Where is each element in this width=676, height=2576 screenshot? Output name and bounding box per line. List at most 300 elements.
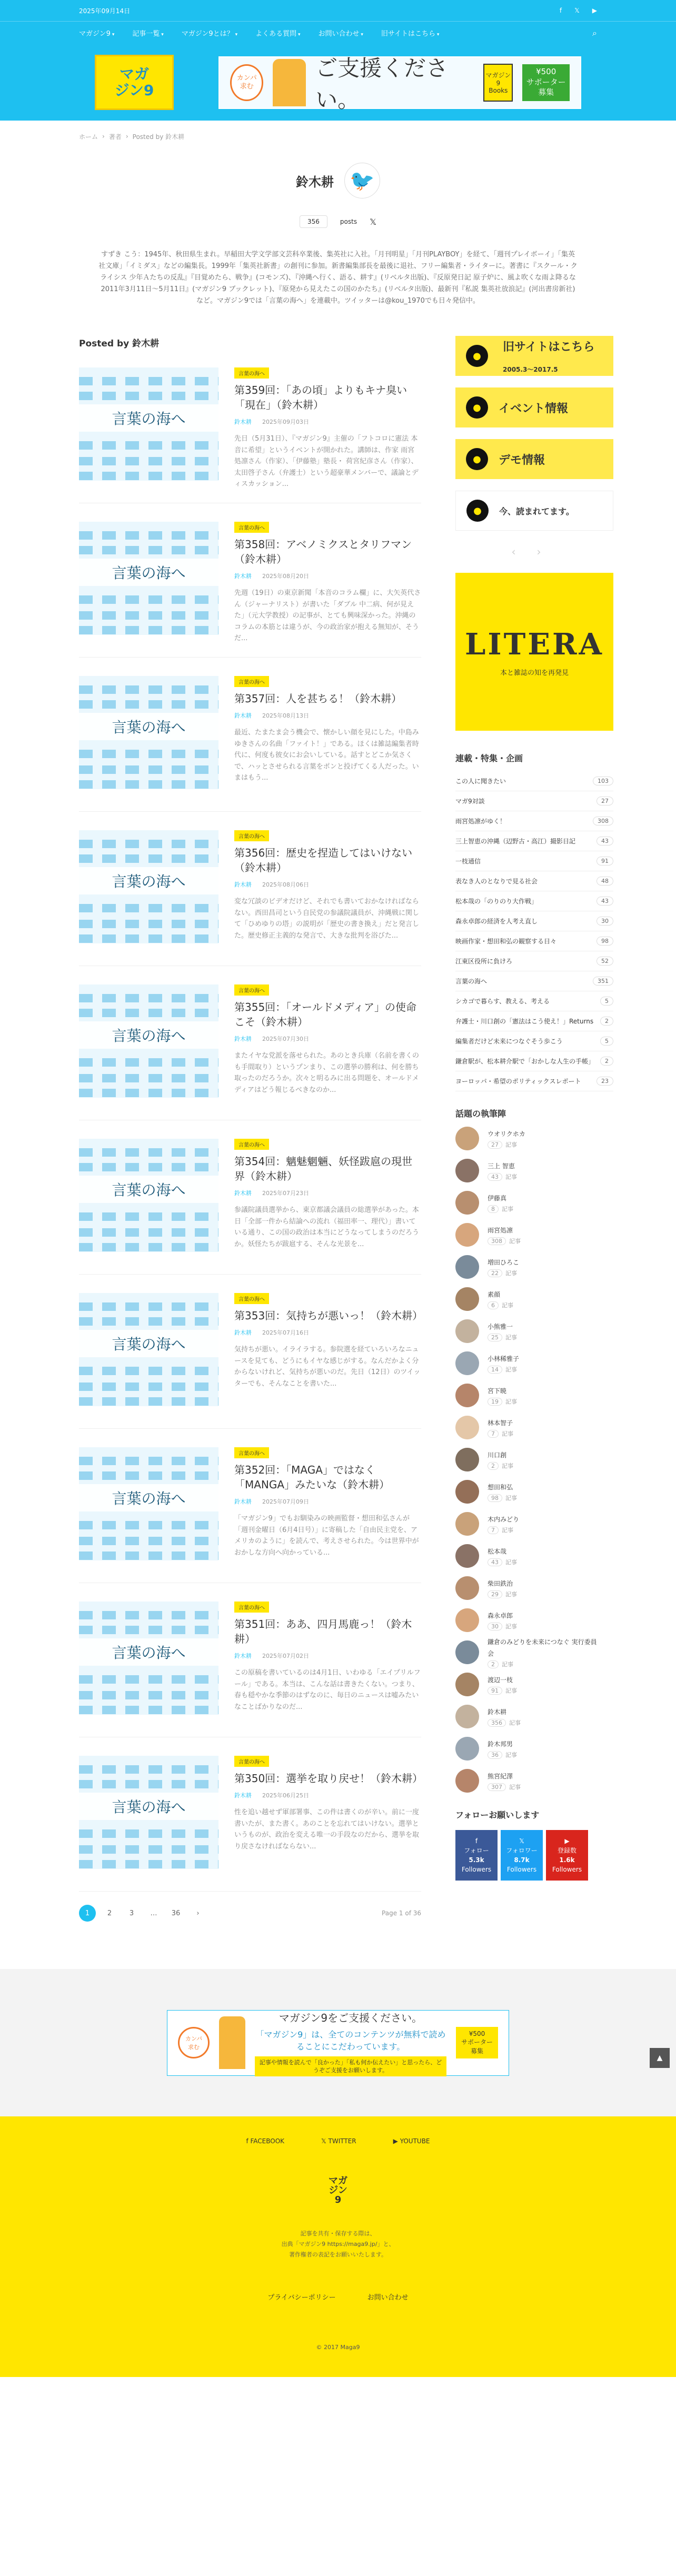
categories-title: 連載・特集・企画 <box>455 753 523 764</box>
category-item[interactable] <box>455 851 613 871</box>
thumbnail-title: 言葉の海へ <box>79 1021 218 1049</box>
post-title[interactable]: 第356回：歴史を捏造してはいけない（鈴木耕） <box>234 847 413 874</box>
thumbnail-title: 言葉の海へ <box>79 559 218 586</box>
post-title[interactable]: 第351回：ああ、四月馬鹿っ！（鈴木耕） <box>234 1618 412 1646</box>
post-excerpt: 先日（5月31日）、『マガジン9』主催の「フトコロに憲法 本音に希望」というイベントが開かれた。講師は、作家 雨宮処凛さん（作家）、「伊藤塾」塾長・ 荷宮紀彦さん（作家）、太田啓子さん（弁護士）という超豪華メンバーで、議論とディスカッション... <box>234 435 419 489</box>
follow-count: 8.7k <box>514 1856 530 1864</box>
writer-post-count: 19 <box>488 1398 502 1406</box>
follow-title: フォローお願いします <box>455 1810 540 1821</box>
post-title[interactable]: 第357回：人を甚ちる！（鈴木耕） <box>234 692 402 705</box>
support-banner[interactable] <box>218 55 581 113</box>
breadcrumb: ホーム › 著者 › Posted by 鈴木耕 <box>79 133 185 141</box>
category-badge[interactable]: 言葉の海へ <box>234 367 269 379</box>
writer-post-count: 6 <box>488 1301 499 1309</box>
footer-banner-title: マガジン9をご支援ください。 <box>279 2011 423 2024</box>
privacy-policy-link[interactable]: プライバシーポリシー <box>267 2293 336 2302</box>
support-message: ご支援ください。 <box>315 55 449 113</box>
writer-avatar[interactable] <box>455 1351 479 1375</box>
campaign-tag: カンパ 求む <box>230 64 263 101</box>
post-author[interactable]: 鈴木耕 <box>234 419 252 426</box>
writer-avatar[interactable] <box>455 1673 479 1696</box>
site-header <box>0 44 676 121</box>
demo-label: デモ情報 <box>499 453 545 467</box>
writer-name[interactable]: 小林稀雅子 <box>488 1355 520 1363</box>
writer-count-unit: 記事 <box>502 1526 513 1534</box>
post-date: 2025年08月13日 <box>262 712 309 720</box>
category-item[interactable] <box>455 911 613 931</box>
writer-item[interactable] <box>455 1512 597 1536</box>
follow-count: 1.6k <box>559 1856 575 1864</box>
post-author[interactable]: 鈴木耕 <box>234 1329 252 1337</box>
category-label: 表なき人のとなりで見る社会 <box>455 878 538 886</box>
footer-logo[interactable]: マガ ジン 9 <box>329 2175 347 2206</box>
writer-list <box>455 1127 597 1793</box>
post-date: 2025年08月20日 <box>262 573 309 580</box>
post-thumbnail[interactable] <box>79 1447 218 1560</box>
post-author[interactable]: 鈴木耕 <box>234 1036 252 1043</box>
writer-name[interactable]: 松本哉 <box>488 1548 507 1556</box>
writer-count-unit: 記事 <box>505 1590 517 1598</box>
page-link[interactable]: 3 <box>129 1909 134 1917</box>
breadcrumb-author[interactable]: 著者 <box>108 133 122 141</box>
post-thumbnail[interactable] <box>79 1602 218 1715</box>
post-date: 2025年07月02日 <box>262 1653 309 1660</box>
youtube-icon: ▶ <box>564 1837 570 1845</box>
thumbnail-title: 言葉の海へ <box>79 1330 218 1357</box>
category-badge[interactable]: 言葉の海へ <box>234 676 269 687</box>
category-count: 43 <box>597 837 613 846</box>
category-badge[interactable]: 言葉の海へ <box>234 1447 269 1458</box>
category-label: ヨーロッパ・希望のポリティックスレポート <box>455 1078 581 1086</box>
writer-post-count: 27 <box>488 1141 502 1149</box>
writer-name[interactable]: 三上 智恵 <box>488 1162 515 1170</box>
writer-item[interactable] <box>455 1159 597 1182</box>
writer-count-unit: 記事 <box>502 1430 513 1437</box>
post-title[interactable]: 第358回：アベノミクスとタリフマン（鈴木耕） <box>234 538 412 566</box>
main-nav <box>0 21 676 44</box>
writer-avatar[interactable] <box>455 1223 479 1247</box>
writer-avatar[interactable] <box>455 1416 479 1439</box>
writer-item[interactable] <box>455 1480 597 1504</box>
post-thumbnail[interactable] <box>79 367 218 481</box>
supporter-badge: ¥500 サポーター 募集 <box>456 2027 498 2058</box>
writer-item[interactable] <box>455 1576 597 1600</box>
writer-name[interactable]: 川口創 <box>488 1451 507 1459</box>
social-links <box>560 7 597 14</box>
category-item[interactable] <box>455 791 613 811</box>
twitter-icon[interactable]: 𝕏 <box>574 7 580 14</box>
post-card[interactable] <box>79 825 421 966</box>
author-header <box>0 152 676 307</box>
category-count: 91 <box>597 857 613 866</box>
writer-name[interactable]: 柴田鉄治 <box>488 1580 513 1588</box>
post-date: 2025年07月30日 <box>262 1036 309 1043</box>
writer-avatar[interactable] <box>455 1608 479 1632</box>
writer-item[interactable] <box>455 1638 597 1668</box>
post-title[interactable]: 第353回：気持ちが悪いっ！（鈴木耕） <box>234 1309 423 1322</box>
writer-avatar[interactable] <box>455 1544 479 1568</box>
writer-name[interactable]: 伊藤真 <box>488 1195 507 1202</box>
writer-post-count: 30 <box>488 1623 502 1630</box>
category-count: 27 <box>597 797 613 805</box>
category-item[interactable] <box>455 1071 613 1091</box>
post-card[interactable] <box>79 516 421 658</box>
post-thumbnail[interactable] <box>79 1293 218 1406</box>
follow-buttons <box>455 1830 597 1881</box>
topbar <box>0 0 676 21</box>
nav-item[interactable]: 記事一覧 ▾ <box>132 28 163 38</box>
nav-item[interactable]: よくある質問 ▾ <box>255 28 300 38</box>
writer-post-count: 7 <box>488 1430 499 1438</box>
writer-name[interactable]: 熊宮紀澤 <box>488 1773 513 1781</box>
writer-avatar[interactable] <box>455 1127 479 1150</box>
thumbnail-title: 言葉の海へ <box>79 1793 218 1820</box>
page-link[interactable]: 2 <box>107 1909 112 1917</box>
litera-logo: LITERA <box>465 626 604 662</box>
footer-social-label: YOUTUBE <box>400 2137 430 2145</box>
facebook-icon: f <box>246 2137 251 2145</box>
writer-post-count: 2 <box>488 1462 499 1470</box>
writer-count-unit: 記事 <box>505 1494 517 1501</box>
pagination <box>79 1905 421 1922</box>
writer-post-count: 14 <box>488 1366 502 1374</box>
demo-banner[interactable] <box>455 439 613 479</box>
writer-item[interactable] <box>455 1127 597 1150</box>
writer-item[interactable] <box>455 1737 597 1761</box>
post-author[interactable]: 鈴木耕 <box>234 1190 252 1197</box>
footer-youtube-link[interactable] <box>393 2137 430 2145</box>
post-excerpt: 気持ちが悪い。イライラする。参院選を経ていろいろなニュースを見ても、どうにもイヤな感じがする。なんだかよく分からないけれど、気持ちが悪いのだ。先日（12日）のツイッターでも、そんなことを書いた... <box>234 1346 421 1388</box>
writer-count-unit: 記事 <box>502 1301 513 1309</box>
writer-count-unit: 記事 <box>509 1783 521 1791</box>
post-thumbnail[interactable] <box>79 830 218 943</box>
category-item[interactable] <box>455 1051 613 1071</box>
writer-avatar[interactable] <box>455 1255 479 1279</box>
old-site-label: 旧サイトはこちら <box>503 341 595 354</box>
writer-item[interactable] <box>455 1673 597 1696</box>
writer-item[interactable] <box>455 1255 597 1279</box>
thumbnail-title: 言葉の海へ <box>79 1484 218 1511</box>
popular-banner[interactable] <box>455 491 613 531</box>
post-excerpt: 性を追い越せず軍部署事、この件は書くのが辛い。前に一度書いたが、また書く。あのことを忘れてはいけない。選挙というものが、政治を変える唯一の手段なのだから、選挙を取り戻さなければならない... <box>234 1808 420 1851</box>
date: 2025年09月14日 <box>79 7 131 15</box>
popular-label: 今、読まれてます。 <box>499 506 574 516</box>
post-card[interactable] <box>79 1442 421 1583</box>
writer-name[interactable]: 増田ひろこ <box>488 1259 520 1267</box>
footer-support-section <box>0 1969 676 2116</box>
litera-banner[interactable] <box>455 573 613 731</box>
post-author[interactable]: 鈴木耕 <box>234 1792 252 1799</box>
facebook-follow[interactable] <box>455 1830 498 1881</box>
youtube-follow[interactable] <box>546 1830 588 1881</box>
category-badge[interactable]: 言葉の海へ <box>234 1602 269 1613</box>
category-label: マガ9対談 <box>455 798 485 805</box>
category-badge[interactable]: 言葉の海へ <box>234 984 269 996</box>
post-thumbnail[interactable] <box>79 522 218 635</box>
breadcrumb-home[interactable]: ホーム <box>79 133 98 141</box>
category-item[interactable] <box>455 931 613 951</box>
writer-count-unit: 記事 <box>505 1269 517 1277</box>
facebook-icon[interactable]: f <box>559 7 562 14</box>
writer-avatar[interactable] <box>455 1191 479 1215</box>
writer-avatar[interactable] <box>455 1319 479 1343</box>
back-to-top-button[interactable]: ▲ <box>650 2048 670 2068</box>
category-count: 98 <box>597 937 613 946</box>
writer-avatar[interactable] <box>455 1448 479 1471</box>
nav-item[interactable]: マガジン9 ▾ <box>79 28 114 38</box>
carousel-next-icon[interactable]: › <box>536 545 541 559</box>
follow-unit: Followers <box>461 1866 492 1874</box>
follow-label: フォロー <box>464 1847 489 1855</box>
follow-unit: Followers <box>552 1866 582 1874</box>
writer-count-unit: 記事 <box>502 1660 513 1668</box>
post-title[interactable]: 第354回：魑魅魍魎、妖怪跋扈の現世界（鈴木耕） <box>234 1155 413 1183</box>
next-page-button[interactable]: › <box>196 1909 200 1917</box>
category-label: シカゴで暮らす、教える、考える <box>455 998 550 1006</box>
writer-name[interactable]: 林本智子 <box>488 1419 513 1427</box>
post-thumbnail[interactable] <box>79 1139 218 1252</box>
category-item[interactable] <box>455 771 613 791</box>
writer-name[interactable]: 想田和弘 <box>488 1484 513 1491</box>
writer-post-count: 8 <box>488 1205 499 1213</box>
writer-item[interactable] <box>455 1769 597 1793</box>
old-site-banner[interactable] <box>455 336 613 376</box>
nav-item[interactable]: 旧サイトはこちら ▾ <box>381 28 439 38</box>
copyright: © 2017 Maga9 <box>316 2343 360 2351</box>
category-badge[interactable]: 言葉の海へ <box>234 1139 269 1150</box>
category-list <box>455 771 609 1091</box>
site-footer <box>0 2116 676 2376</box>
writer-post-count: 98 <box>488 1494 502 1502</box>
breadcrumb-current: Posted by 鈴木耕 <box>132 133 185 141</box>
writer-item[interactable] <box>455 1448 597 1471</box>
category-badge[interactable]: 言葉の海へ <box>234 830 269 841</box>
litera-subtitle: 本と雑誌の知を再発見 <box>500 669 569 677</box>
footer-facebook-link[interactable] <box>246 2137 284 2145</box>
post-card[interactable] <box>79 979 421 1120</box>
post-title[interactable]: 第355回：「オールドメディア」の使命こそ（鈴木耕） <box>234 1001 416 1029</box>
category-item[interactable] <box>455 1011 613 1031</box>
post-date: 2025年08月06日 <box>262 881 309 889</box>
post-author[interactable]: 鈴木耕 <box>234 712 252 720</box>
post-author[interactable]: 鈴木耕 <box>234 1498 252 1506</box>
footer-support-banner[interactable] <box>167 2010 509 2076</box>
category-badge[interactable]: 言葉の海へ <box>234 522 269 533</box>
posts-label: posts <box>340 218 357 225</box>
writer-item[interactable] <box>455 1351 597 1375</box>
writer-name[interactable]: 雨宮処凛 <box>488 1227 513 1235</box>
search-icon[interactable]: ⌕ <box>592 27 597 38</box>
bird-icon: ● <box>466 396 488 419</box>
category-item[interactable] <box>455 991 613 1011</box>
post-excerpt: 「マガジン9」でもお馴染みの映画監督・想田和弘さんが「週刊金曜日（6月4日号）」に寄稿した「自由民主党を、アメリカのように」を読んで、考えさせられた。今は世界中がおかしな方向へ向かっている... <box>234 1515 419 1557</box>
post-author[interactable]: 鈴木耕 <box>234 573 252 580</box>
writer-avatar[interactable] <box>455 1769 479 1793</box>
category-count: 5 <box>600 997 613 1006</box>
writer-avatar[interactable] <box>455 1287 479 1311</box>
category-count: 23 <box>597 1077 613 1086</box>
post-thumbnail[interactable] <box>79 1756 218 1869</box>
writer-count-unit: 記事 <box>505 1398 517 1405</box>
writer-avatar[interactable] <box>455 1737 479 1761</box>
post-date: 2025年09月03日 <box>262 419 309 426</box>
writer-count-unit: 記事 <box>502 1462 513 1469</box>
page-ellipsis: … <box>150 1909 157 1917</box>
post-count: 356 <box>300 215 327 228</box>
category-item[interactable] <box>455 891 613 911</box>
post-title[interactable]: 第359回：「あの頃」よりもキナ臭い「現在」（鈴木耕） <box>234 384 407 412</box>
footer-notice: 記事を共有・保存する際は、 出典「マガジン9 https://maga9.jp/」と、 著作権者の表記をお願いいたします。 <box>281 2230 395 2259</box>
nav-item[interactable]: マガジン9とは？ ▾ <box>182 28 237 38</box>
category-badge[interactable]: 言葉の海へ <box>234 1293 269 1304</box>
writer-item[interactable] <box>455 1287 597 1311</box>
event-label: イベント情報 <box>499 402 569 415</box>
follow-count: 5.3k <box>469 1856 484 1864</box>
writer-post-count: 22 <box>488 1269 502 1277</box>
writer-avatar[interactable] <box>455 1159 479 1182</box>
post-date: 2025年06月25日 <box>262 1792 309 1799</box>
writer-name[interactable]: 木内みどり <box>488 1516 520 1524</box>
writer-name[interactable]: 素顔 <box>488 1291 501 1299</box>
writer-name[interactable]: 鈴木耕 <box>488 1708 507 1716</box>
writer-count-unit: 記事 <box>502 1205 513 1212</box>
post-author[interactable]: 鈴木耕 <box>234 1653 252 1660</box>
category-label: 江東区役所に負けろ <box>455 958 513 966</box>
twitter-icon[interactable]: 𝕏 <box>370 216 376 227</box>
writer-post-count: 36 <box>488 1751 502 1759</box>
old-site-sub: 2005.3〜2017.5 <box>503 366 558 374</box>
writer-item[interactable] <box>455 1416 597 1439</box>
post-excerpt: またイヤな党派を落せられた。あのとき兵庫（名前を書くのも手間取り）というプンまり、この選挙の勝利は、何を勝ち取ったのだろうか。次々と明るみに出る問題を、オールドメディアはどう報じるべきなのか... <box>234 1052 420 1094</box>
category-label: 一枝通信 <box>455 858 481 866</box>
category-count: 103 <box>593 777 613 785</box>
thumbnail-title: 言葉の海へ <box>79 867 218 894</box>
writer-count-unit: 記事 <box>509 1237 521 1245</box>
writer-name[interactable]: ウオリクホカ <box>488 1130 525 1138</box>
carousel-prev-icon[interactable]: ‹ <box>511 545 516 559</box>
thumbnail-title: 言葉の海へ <box>79 1176 218 1203</box>
category-label: 松本哉の「のりのり大作戦」 <box>455 898 538 906</box>
thumbnail-title: 言葉の海へ <box>79 1638 218 1666</box>
post-card[interactable] <box>79 362 421 503</box>
footer-social-label: FACEBOOK <box>250 2137 285 2145</box>
post-card[interactable] <box>79 1751 421 1892</box>
post-thumbnail[interactable] <box>79 984 218 1098</box>
bird-icon: ● <box>466 448 488 470</box>
book-badge: マガジン9 Books <box>483 64 513 102</box>
writer-name[interactable]: 宮下暁 <box>488 1387 507 1395</box>
post-list <box>79 336 421 1922</box>
page-link[interactable]: 1 <box>79 1905 96 1922</box>
category-label: 森永卓郎の経済を人考え直し <box>455 918 538 926</box>
category-label: 鎌倉駅が、松本耕介駅で「おかしな人生の手帳」 <box>455 1058 595 1066</box>
writer-item[interactable] <box>455 1319 597 1343</box>
footer-social-label: TWITTER <box>328 2137 356 2145</box>
writer-post-count: 7 <box>488 1526 499 1534</box>
post-card[interactable] <box>79 671 421 812</box>
writer-count-unit: 記事 <box>505 1558 517 1566</box>
writer-avatar[interactable] <box>455 1512 479 1536</box>
writer-avatar[interactable] <box>455 1384 479 1407</box>
giraffe-illustration <box>273 59 306 106</box>
facebook-icon: f <box>475 1837 478 1845</box>
post-excerpt: この原稿を書いているのは4月1日、いわゆる「エイプリルフール」である。本当は、こんな話は書きたくない。つまり、春も穏やかな季節のはずなのに、毎日のニュースは嘘みたいなことばかりなのだ... <box>234 1669 421 1711</box>
writer-count-unit: 記事 <box>505 1141 517 1148</box>
post-card[interactable] <box>79 1288 421 1429</box>
category-item[interactable] <box>455 1031 613 1051</box>
writer-item[interactable] <box>455 1544 597 1568</box>
thumbnail-title: 言葉の海へ <box>79 713 218 740</box>
writer-avatar[interactable] <box>455 1705 479 1728</box>
writer-name[interactable]: 小熊雅一 <box>488 1323 513 1331</box>
posts-heading: Posted by 鈴木耕 <box>79 339 160 350</box>
writer-item[interactable] <box>455 1191 597 1215</box>
author-bio: すずき こう：1945年、秋田県生まれ。早稲田大学文学部文芸科卒業後、集英社に入社。「月刊明星」「月刊PLAYBOY」を経て、「週刊プレイボーイ」「集英社文庫」「イミダス」などの編集長。1999年「集英社新書」の創刊に参加。新書編集部長を最後に退社、フリー編集者・ライターに。著書に『スクール・クライシス 少年Ａたちの反乱』『目覚めたら、戦争』(コモンズ)、『沖縄へ行く、語る、耕す』(リベルタ出版)、『反原発日記 原子炉に、風よ吹くな雨よ降るな 2011年3月11日〜5月11日』(マガジン9 ブックレット)、『原発から見えたこの国のかたち』(リベルタ出版)、最新刊『私説 集英社放浪記』(河出書房新社)など。マガジン9では「言葉の海へ」を連載中。ツイッターは@kou_1970でも日々発信中。 <box>98 251 578 305</box>
youtube-icon[interactable]: ▶ <box>592 7 597 14</box>
footer-social <box>0 2137 676 2145</box>
writer-name[interactable]: 鈴木邦男 <box>488 1740 513 1748</box>
contact-link[interactable]: お問い合わせ <box>367 2293 409 2302</box>
post-author[interactable]: 鈴木耕 <box>234 881 252 889</box>
site-logo[interactable]: マガ ジン9 <box>95 55 174 110</box>
writer-avatar[interactable] <box>455 1480 479 1504</box>
category-label: 言葉の海へ <box>455 978 488 986</box>
writer-name[interactable]: 鎌倉のみどりを未来につなぐ 実行委員会 <box>488 1638 597 1657</box>
category-count: 52 <box>597 957 613 966</box>
follow-label: フォロワー <box>506 1847 538 1855</box>
post-card[interactable] <box>79 1596 421 1737</box>
category-label: 映画作家・想田和弘の観察する日々 <box>455 938 557 946</box>
post-date: 2025年07月23日 <box>262 1190 309 1197</box>
footer-banner-note: 記事や情報を読んで「良かった」「私も何か伝えたい」と思ったら、どうぞご支援をお願いします。 <box>255 2056 446 2077</box>
category-count: 351 <box>593 977 613 986</box>
nav-item[interactable]: お問い合わせ ▾ <box>319 28 363 38</box>
writer-item[interactable] <box>455 1223 597 1247</box>
category-item[interactable] <box>455 971 613 991</box>
category-label: この人に聞きたい <box>455 778 506 785</box>
writer-item[interactable] <box>455 1384 597 1407</box>
event-banner[interactable] <box>455 387 613 427</box>
post-title[interactable]: 第350回：選挙を取り戻せ！（鈴木耕） <box>234 1772 423 1785</box>
writer-count-unit: 記事 <box>505 1366 517 1373</box>
category-item[interactable] <box>455 951 613 971</box>
carousel-controls <box>455 545 597 558</box>
writer-name[interactable]: 森永卓郎 <box>488 1612 513 1620</box>
post-thumbnail[interactable] <box>79 676 218 789</box>
category-badge[interactable]: 言葉の海へ <box>234 1756 269 1767</box>
writer-item[interactable] <box>455 1608 597 1632</box>
footer-twitter-link[interactable] <box>321 2137 356 2145</box>
writer-post-count: 307 <box>488 1783 506 1791</box>
writer-avatar[interactable] <box>455 1576 479 1600</box>
post-excerpt: 最近、たまたま会う機会で、懐かしい顔を見にした。中島みゆきさんの名曲「ファイト！」である。ほくは雑誌編集者時代に、何度も彼女にお会いしている。話すとどこか気さくで、ハッとさせられる言葉をポンと投げてくる人だった。いまはもう... <box>234 729 419 782</box>
post-excerpt: 変な冗談のビデオだけど、それでも書いておかなければならない。西田昌司という自民党の参議院議員が、沖縄戦に関して「ひめゆりの塔」の説明が「歴史の書き換え」だと発言した。歴史修正主義的な発言で、大きな批判を浴びた... <box>234 898 420 940</box>
category-item[interactable] <box>455 811 613 831</box>
category-item[interactable] <box>455 871 613 891</box>
category-label: 弁護士・川口創の「憲法はこう使え！」Returns <box>455 1018 594 1026</box>
writer-avatar[interactable] <box>455 1640 479 1664</box>
post-card[interactable] <box>79 1133 421 1275</box>
category-count: 2 <box>600 1057 613 1066</box>
giraffe-illustration <box>219 2016 245 2069</box>
page-link[interactable]: 36 <box>171 1909 181 1917</box>
writer-name[interactable]: 渡辺一枝 <box>488 1676 513 1684</box>
sidebar <box>455 336 609 1922</box>
twitter-follow[interactable] <box>501 1830 543 1881</box>
category-item[interactable] <box>455 831 613 851</box>
post-title[interactable]: 第352回：「MAGA」ではなく「MANGA」みたいな（鈴木耕） <box>234 1464 390 1491</box>
writer-item[interactable] <box>455 1705 597 1728</box>
